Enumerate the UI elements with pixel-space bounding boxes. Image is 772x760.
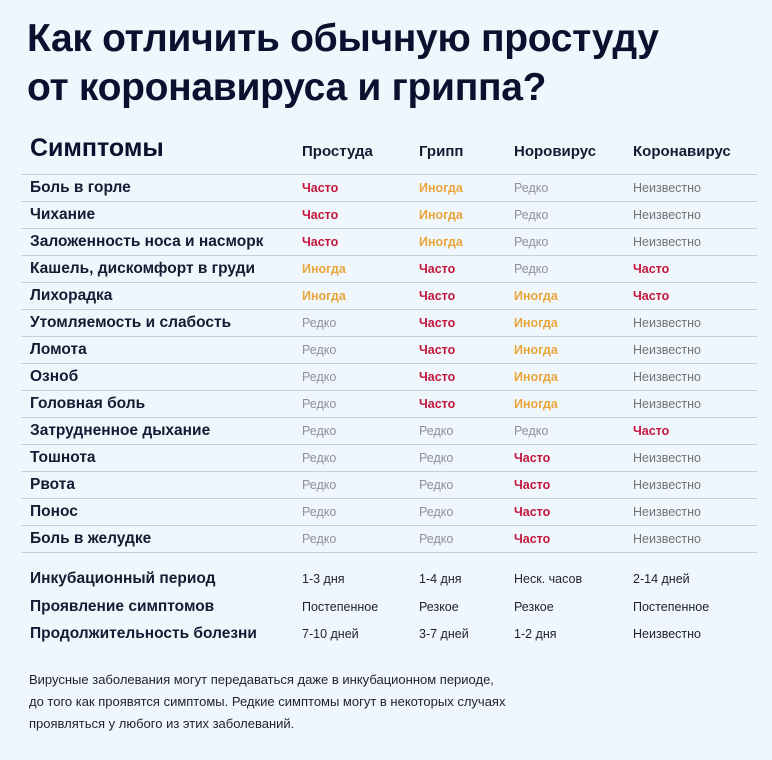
cell-cold: Редко bbox=[302, 370, 337, 384]
cell-coronavirus: Часто bbox=[633, 424, 670, 438]
cell-cold: Редко bbox=[302, 397, 337, 411]
table-row bbox=[21, 566, 757, 594]
cell-coronavirus: 2-14 дней bbox=[633, 572, 690, 586]
cell-norovirus: Редко bbox=[514, 235, 549, 249]
table-header bbox=[21, 132, 757, 175]
symptoms-table bbox=[21, 132, 757, 553]
cell-norovirus: Иногда bbox=[514, 397, 558, 411]
cell-flu: Часто bbox=[419, 343, 456, 357]
table-row bbox=[21, 472, 757, 499]
column-header-flu: Грипп bbox=[419, 143, 464, 160]
table-row bbox=[21, 526, 757, 553]
cell-flu: Редко bbox=[419, 532, 454, 546]
cell-flu: Часто bbox=[419, 397, 456, 411]
cell-cold: Редко bbox=[302, 505, 337, 519]
cell-norovirus: Резкое bbox=[514, 599, 554, 614]
symptom-label: Головная боль bbox=[30, 395, 146, 412]
cell-cold: Часто bbox=[302, 208, 339, 222]
cell-cold: 1-3 дня bbox=[302, 572, 345, 586]
symptom-label: Понос bbox=[30, 503, 78, 520]
cell-norovirus: Часто bbox=[514, 451, 551, 465]
cell-norovirus: Редко bbox=[514, 262, 549, 276]
table-row bbox=[21, 283, 757, 310]
cell-coronavirus: Неизвестно bbox=[633, 505, 701, 519]
row-label: Проявление симптомов bbox=[30, 597, 215, 615]
cell-norovirus: Часто bbox=[514, 505, 551, 519]
footnote-line-1: Вирусные заболевания могут передаваться даже в инкубационном периоде, bbox=[29, 672, 494, 687]
column-header-cold: Простуда bbox=[302, 143, 373, 160]
cell-flu: Часто bbox=[419, 289, 456, 303]
symptom-label: Затрудненное дыхание bbox=[30, 422, 211, 439]
cell-coronavirus: Неизвестно bbox=[633, 532, 701, 546]
table-row bbox=[21, 445, 757, 472]
cell-norovirus: Иногда bbox=[514, 289, 558, 303]
symptom-label: Боль в желудке bbox=[30, 530, 152, 547]
cell-flu: Иногда bbox=[419, 208, 463, 222]
table-row bbox=[21, 337, 757, 364]
table-row bbox=[21, 175, 757, 202]
symptom-label: Лихорадка bbox=[30, 287, 113, 304]
cell-coronavirus: Неизвестно bbox=[633, 478, 701, 492]
symptom-label: Озноб bbox=[30, 368, 79, 385]
cell-flu: 3-7 дней bbox=[419, 627, 469, 641]
cell-cold: Редко bbox=[302, 424, 337, 438]
cell-cold: Редко bbox=[302, 532, 337, 546]
cell-flu: Редко bbox=[419, 478, 454, 492]
symptom-label: Утомляемость и слабость bbox=[30, 314, 232, 331]
cell-coronavirus: Неизвестно bbox=[633, 235, 701, 249]
cell-coronavirus: Неизвестно bbox=[633, 370, 701, 384]
table-row bbox=[21, 310, 757, 337]
column-header-norovirus: Норовирус bbox=[514, 143, 597, 160]
symptom-label: Рвота bbox=[30, 476, 75, 493]
symptoms-heading: Симптомы bbox=[30, 134, 164, 162]
cell-flu: Редко bbox=[419, 505, 454, 519]
cell-norovirus: Иногда bbox=[514, 343, 558, 357]
footnote-line-2: до того как проявятся симптомы. Редкие симптомы могут в некоторых случаях bbox=[29, 694, 506, 709]
cell-flu: Иногда bbox=[419, 235, 463, 249]
footnote-line-3: проявляться у любого из этих заболеваний. bbox=[29, 716, 295, 731]
title-line-2: от коронавируса и гриппа? bbox=[27, 66, 547, 109]
page-title bbox=[27, 14, 659, 112]
cell-coronavirus: Неизвестно bbox=[633, 627, 701, 641]
cell-flu: Часто bbox=[419, 316, 456, 330]
row-label: Инкубационный период bbox=[30, 570, 216, 587]
cell-flu: 1-4 дня bbox=[419, 572, 462, 586]
column-header-coronavirus: Коронавирус bbox=[633, 143, 731, 160]
cell-flu: Редко bbox=[419, 451, 454, 465]
row-label: Продолжительность болезни bbox=[30, 625, 257, 642]
table-row bbox=[21, 418, 757, 445]
cell-cold: Часто bbox=[302, 181, 339, 195]
cell-norovirus: Редко bbox=[514, 424, 549, 438]
cell-flu: Часто bbox=[419, 262, 456, 276]
cell-flu: Иногда bbox=[419, 181, 463, 195]
cell-flu: Редко bbox=[419, 424, 454, 438]
cell-flu: Часто bbox=[419, 370, 456, 384]
symptom-label: Заложенность носа и насморк bbox=[30, 233, 264, 250]
cell-norovirus: Часто bbox=[514, 478, 551, 492]
table-row bbox=[21, 621, 757, 649]
cell-coronavirus: Неизвестно bbox=[633, 208, 701, 222]
cell-norovirus: Часто bbox=[514, 532, 551, 546]
cell-cold: Редко bbox=[302, 451, 337, 465]
cell-cold: Редко bbox=[302, 343, 337, 357]
cell-cold: Иногда bbox=[302, 262, 346, 276]
cell-norovirus: 1-2 дня bbox=[514, 627, 557, 641]
cell-coronavirus: Неизвестно bbox=[633, 451, 701, 465]
cell-cold: Редко bbox=[302, 478, 337, 492]
cell-coronavirus: Неизвестно bbox=[633, 343, 701, 357]
cell-cold: 7-10 дней bbox=[302, 627, 359, 641]
cell-cold: Редко bbox=[302, 316, 337, 330]
cell-coronavirus: Неизвестно bbox=[633, 181, 701, 195]
cell-norovirus: Редко bbox=[514, 181, 549, 195]
title-line-1: Как отличить обычную простуду bbox=[27, 17, 659, 60]
cell-coronavirus: Часто bbox=[633, 289, 670, 303]
cell-norovirus: Иногда bbox=[514, 370, 558, 384]
cell-norovirus: Редко bbox=[514, 208, 549, 222]
cell-cold: Постепенное bbox=[302, 599, 379, 614]
footnote bbox=[29, 669, 589, 735]
symptom-label: Чихание bbox=[30, 206, 96, 223]
cell-norovirus: Иногда bbox=[514, 316, 558, 330]
symptom-label: Кашель, дискомфорт в груди bbox=[30, 260, 256, 277]
cell-flu: Резкое bbox=[419, 599, 459, 614]
table-row bbox=[21, 229, 757, 256]
table-row bbox=[21, 499, 757, 526]
table-row bbox=[21, 364, 757, 391]
table-row bbox=[21, 594, 757, 622]
cell-coronavirus: Неизвестно bbox=[633, 397, 701, 411]
disease-characteristics bbox=[21, 566, 757, 649]
cell-coronavirus: Неизвестно bbox=[633, 316, 701, 330]
cell-norovirus: Неск. часов bbox=[514, 572, 583, 586]
table-row bbox=[21, 256, 757, 283]
cell-coronavirus: Часто bbox=[633, 262, 670, 276]
cell-coronavirus: Постепенное bbox=[633, 599, 710, 614]
symptom-label: Ломота bbox=[30, 341, 87, 358]
symptom-label: Тошнота bbox=[30, 449, 96, 466]
table-body bbox=[21, 175, 757, 553]
symptom-label: Боль в горле bbox=[30, 179, 131, 196]
table-row bbox=[21, 202, 757, 229]
cell-cold: Часто bbox=[302, 235, 339, 249]
table-row bbox=[21, 391, 757, 418]
cell-cold: Иногда bbox=[302, 289, 346, 303]
